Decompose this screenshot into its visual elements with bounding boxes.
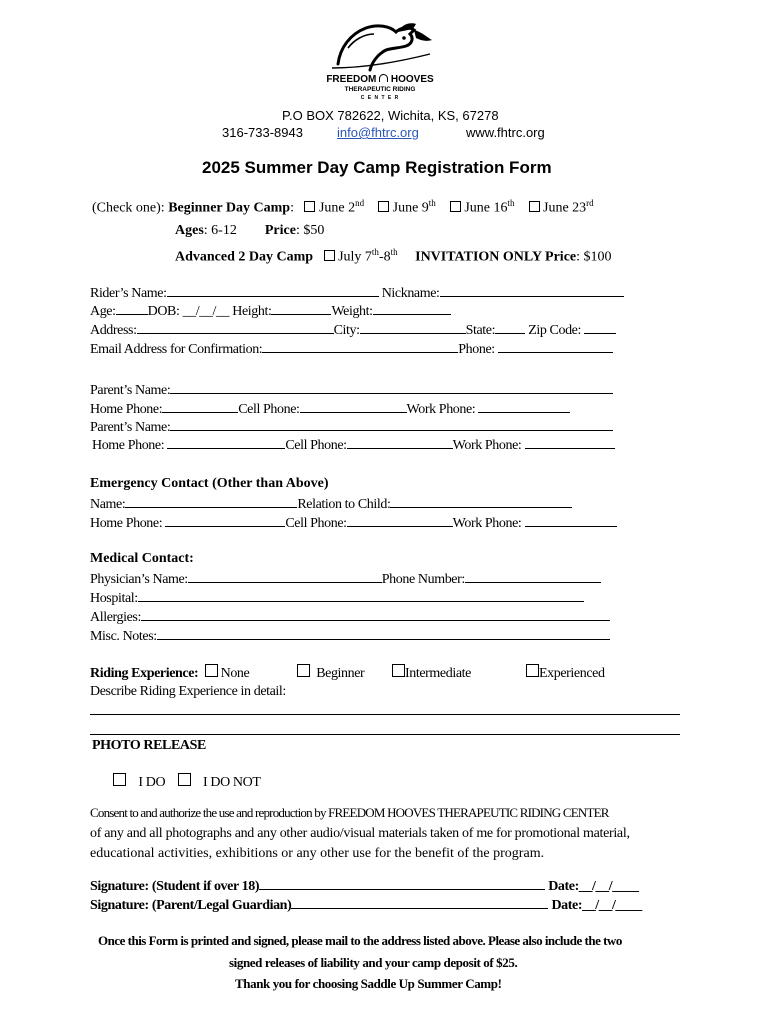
parent-1-name-row: Parent’s Name: (90, 381, 613, 399)
age-field[interactable] (116, 302, 148, 315)
email-confirmation-row: Email Address for Confirmation: Phone: (90, 340, 613, 358)
parent-2-work-phone-field[interactable] (525, 436, 615, 449)
date-june-23: June 23 (543, 200, 587, 216)
physician-phone-field[interactable] (465, 570, 601, 583)
emergency-phones-row: Home Phone: Cell Phone: Work Phone: (90, 514, 617, 532)
height-field[interactable] (271, 302, 331, 315)
student-date-field[interactable]: Date:__/__/____ (548, 879, 639, 894)
date-june-9: June 9 (392, 200, 429, 216)
parent-2-name-row: Parent’s Name: (90, 418, 613, 436)
checkbox-june-9[interactable] (378, 201, 389, 212)
parent-1-home-phone-field[interactable] (162, 400, 238, 413)
email-link[interactable]: info@fhtrc.org (337, 125, 419, 140)
student-signature-row: Signature: (Student if over 18) Date:__/__/____ (90, 879, 639, 894)
logo-text-freedom: FREEDOM (326, 74, 377, 85)
student-signature-field[interactable] (259, 877, 545, 890)
footer-line-1: Once this Form is printed and signed, please mail to the address listed above. Please also include the two (98, 933, 622, 948)
form-title: 2025 Summer Day Camp Registration Form (202, 158, 552, 177)
allergies-row: Allergies: (90, 608, 610, 626)
emergency-name-field[interactable] (125, 495, 297, 508)
checkbox-june-2[interactable] (304, 201, 315, 212)
emergency-name-row: Name: Relation to Child: (90, 495, 572, 513)
advanced-date: July 7 (338, 249, 372, 265)
advanced-camp-row: Advanced 2 Day Camp July 7th-8th INVITATION ONLY Price: $100 (175, 247, 612, 265)
invitation-only-label: INVITATION ONLY Price (415, 249, 577, 265)
registration-form-page: FREEDOM HOOVES THERAPEUTIC RIDING C E N T E R P.O BOX 782622, Wichita, KS, 67278 316-733-8943 info@fhtrc.org www.fhtrc.org 2025 Summer Day Camp Registration Form (Check one): Beginner Day Camp: June 2nd June 9th June 16th June 23rd Ages: 6-12 Price: $50 Advanced 2 Day Camp July 7th-8th INVITATION ONLY Price: $100 Rider’s Name: Nickname: Age: DOB: __/__/__ Height: Weight: Address: City: State: Zip Code: Email Address for Confirmation: Phone: Parent’s Name: Home Phone: Cell Phone: Work Phone: Parent’s Name: Home Phone: Cell Phone: Work Phone: Emergency Contact (Other than Above) Name: Relation to Child: Home Phone: Cell Phone: Work Phone: Medical Contact: Physician’s Name: Phone Number: Hospital: Allergies: Misc. Notes: Riding Experience: None Beginner Intermediate Experienced Describe Riding Experience in detail: PHOTO RELEASE I DO I DO NOT Consent to and authorize the use and reproduction by FREEDOM HOOVES THERAPEUTIC RIDING CENTER of any and all photographs and any other audio/visual materials taken of me for promotional material, educational activities, exhibitions or any other use for the benefit of the program. Signature: (Student if over 18) Date:__/__/____ Signature: (Parent/Legal Guardian) Date:__/__/____ Once this Form is printed and signed, please mail to the address listed above. Please also include the two signed releases of liability and your camp deposit of $25. Thank you for choosing Saddle Up Summer Camp! (0, 0, 770, 1024)
confirmation-email-field[interactable] (262, 340, 458, 353)
dob-field[interactable]: DOB: __/__/__ Height: (147, 304, 272, 319)
address-row: Address: City: State: Zip Code: (90, 321, 616, 339)
describe-riding-label: Describe Riding Experience in detail: (90, 684, 286, 699)
check-one-label: (Check one): (92, 200, 165, 216)
photo-release-options: I DO I DO NOT (113, 773, 260, 791)
weight-field[interactable] (373, 302, 451, 315)
medical-contact-heading: Medical Contact: (90, 551, 194, 566)
camp-selection-row: (Check one): Beginner Day Camp: June 2nd June 9th June 16th June 23rd (92, 198, 594, 216)
checkbox-july-7-8[interactable] (324, 250, 335, 261)
date-june-16: June 16 (464, 200, 508, 216)
date-june-2: June 2 (318, 200, 356, 216)
zip-code-field[interactable] (584, 321, 616, 334)
rider-phone-field[interactable] (498, 340, 613, 353)
parent-date-field[interactable]: Date:__/__/____ (551, 898, 642, 913)
logo-text-hooves: HOOVES (390, 74, 434, 85)
city-field[interactable] (360, 321, 466, 334)
logo-subtitle: THERAPEUTIC RIDING (344, 86, 416, 93)
riding-experience-label: Riding Experience: (90, 666, 199, 681)
parent-2-phones-row: Home Phone: Cell Phone: Work Phone: (92, 436, 615, 454)
mailing-address: P.O BOX 782622, Wichita, KS, 67278 (282, 108, 499, 123)
freedom-hooves-logo (320, 18, 440, 108)
address-field[interactable] (137, 321, 334, 334)
age-dob-row: Age: DOB: __/__/__ Height: Weight: (90, 302, 451, 320)
ages-price-row (175, 223, 324, 239)
relation-to-child-field[interactable] (390, 495, 572, 508)
checkbox-experienced[interactable] (526, 664, 539, 677)
checkbox-june-16[interactable] (450, 201, 461, 212)
hospital-row: Hospital: (90, 589, 584, 607)
hospital-field[interactable] (138, 589, 584, 602)
ages-value: : 6-12 (203, 223, 237, 238)
emergency-work-phone-field[interactable] (525, 514, 617, 527)
advanced-price: : $100 (576, 249, 612, 265)
emergency-home-phone-field[interactable] (165, 514, 285, 527)
misc-notes-row: Misc. Notes: (90, 627, 610, 645)
parent-1-work-phone-field[interactable] (478, 400, 570, 413)
nickname-field[interactable] (440, 284, 624, 297)
price-label: Price (264, 223, 296, 238)
parent-2-name-field[interactable] (170, 418, 613, 431)
physician-name-field[interactable] (188, 570, 382, 583)
parent-signature-row: Signature: (Parent/Legal Guardian) Date:__/__/____ (90, 898, 642, 913)
riding-experience-row: Riding Experience: None (90, 666, 250, 681)
checkbox-none[interactable] (205, 664, 218, 677)
horseshoe-icon (379, 74, 388, 82)
beginner-day-camp-label: Beginner Day Camp (168, 200, 291, 216)
state-field[interactable] (495, 321, 525, 334)
checkbox-june-23[interactable] (529, 201, 540, 212)
rider-name-field[interactable] (167, 284, 379, 297)
footer-line-3: Thank you for choosing Saddle Up Summer Camp! (235, 976, 502, 991)
parent-2-home-phone-field[interactable] (167, 436, 285, 449)
logo-center: C E N T E R (360, 95, 400, 101)
consent-line-1: Consent to and authorize the use and reproduction by FREEDOM HOOVES THERAPEUTIC RIDING CENTER (90, 805, 609, 820)
riding-description-line-1[interactable] (90, 714, 680, 715)
price-value: : $50 (295, 223, 325, 238)
checkbox-i-do[interactable] (113, 773, 126, 786)
misc-notes-field[interactable] (157, 627, 610, 640)
consent-line-2: of any and all photographs and any other audio/visual materials taken of me for promotional material, (90, 826, 630, 841)
parent-1-name-field[interactable] (170, 381, 613, 394)
emergency-contact-heading: Emergency Contact (Other than Above) (90, 476, 329, 491)
consent-line-3: educational activities, exhibitions or any other use for the benefit of the program. (90, 846, 545, 861)
phone-number: 316-733-8943 (222, 125, 303, 140)
allergies-field[interactable] (141, 608, 610, 621)
footer-line-2: signed releases of liability and your camp deposit of $25. (229, 955, 518, 970)
advanced-camp-label: Advanced 2 Day Camp (175, 249, 314, 265)
rider-name-row: Rider’s Name: Nickname: (90, 284, 624, 302)
ages-label: Ages (175, 223, 204, 238)
parent-1-cell-phone-field[interactable] (300, 400, 407, 413)
physician-row: Physician’s Name: Phone Number: (90, 570, 601, 588)
checkbox-intermediate[interactable] (392, 664, 405, 677)
checkbox-beginner[interactable] (297, 664, 310, 677)
website-text: www.fhtrc.org (466, 125, 545, 140)
checkbox-i-do-not[interactable] (178, 773, 191, 786)
riding-description-line-2[interactable] (90, 734, 680, 735)
parent-signature-field[interactable] (291, 896, 548, 909)
photo-release-heading: PHOTO RELEASE (92, 738, 206, 753)
parent-1-phones-row: Home Phone: Cell Phone: Work Phone: (90, 400, 570, 418)
horse-head-icon (320, 18, 440, 76)
parent-2-cell-phone-field[interactable] (347, 436, 453, 449)
emergency-cell-phone-field[interactable] (347, 514, 453, 527)
